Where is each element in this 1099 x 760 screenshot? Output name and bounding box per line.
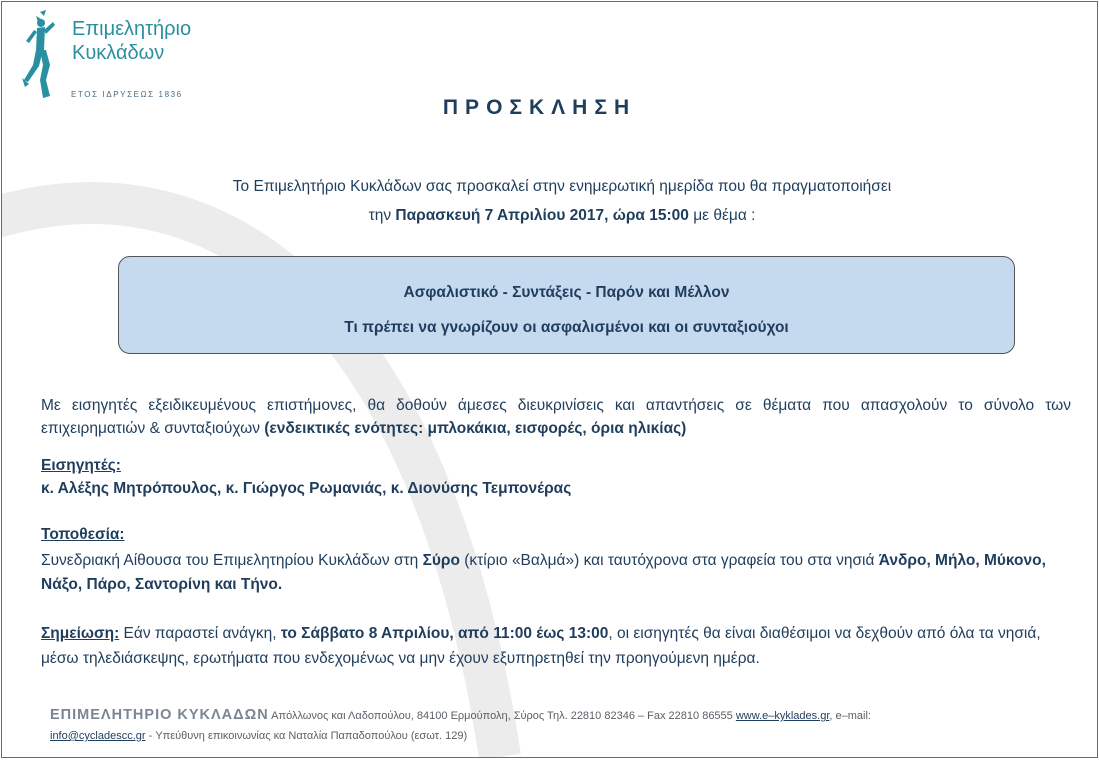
topic-line2: Τι πρέπει να γνωρίζουν οι ασφαλισμένοι και οι συνταξιούχοι: [344, 319, 789, 336]
footer-brand: ΕΠΙΜΕΛΗΤΗΡΙΟ ΚΥΚΛΑΔΩΝ: [50, 707, 269, 723]
logo-name-line2: Κυκλάδων: [72, 42, 165, 64]
footer-address: Απόλλωνος και Λαδοπούλου, 84100 Ερμούπολη, Σύρος Τηλ. 22810 82346 – Fax 22810 86555: [268, 710, 736, 722]
logo-name-line1: Επιμελητήριο: [72, 18, 192, 40]
email-link[interactable]: info@cycladescc.gr: [50, 730, 146, 742]
document-page: [1, 1, 1098, 758]
chamber-logo: [20, 10, 220, 105]
intro-line1: Το Επιμελητήριο Κυκλάδων σας προσκαλεί στην ενημερωτική ημερίδα που θα πραγματοποιήσει: [232, 178, 892, 195]
islands-list: Άνδρο, Μήλο, Μύκονο, Νάξο, Πάρο, Σαντορίνη και Τήνο.: [41, 552, 1046, 593]
location-label: Τοποθεσία:: [41, 526, 125, 543]
location-text: Συνεδριακή Αίθουσα του Επιμελητηρίου Κυκλάδων στη Σύρο (κτίριο «Βαλμά») και ταυτόχρονα στα γραφεία του στα νησιά Άνδρο, Μήλο, Μύκονο, Νάξο, Πάρο, Σαντορίνη και Τήνο.: [41, 552, 1046, 593]
hermes-figure-icon: [20, 10, 66, 102]
event-date: Παρασκευή 7 Απριλίου 2017, ώρα 15:00: [395, 207, 689, 224]
speakers-label: Εισηγητές:: [41, 457, 121, 474]
website-link[interactable]: www.e–kyklades.gr: [735, 710, 830, 722]
topic-line1: Ασφαλιστικό - Συντάξεις - Παρόν και Μέλλον: [403, 284, 730, 301]
page-title: ΠΡΟΣΚΛΗΣΗ: [442, 96, 637, 119]
note-paragraph: Σημείωση: Εάν παραστεί ανάγκη, το Σάββατο 8 Απριλίου, από 11:00 έως 13:00, οι εισηγητές θα είναι διαθέσιμοι να δεχθούν από όλα τα νησιά, μέσω τηλεδιάσκεψης, ερωτήματα που ενδεχομένως να μην έχουν εξυπηρετηθεί την προηγούμενη ημέρα.: [41, 625, 1041, 667]
logo-established: ΕΤΟΣ ΙΔΡΥΣΕΩΣ 1836: [71, 90, 183, 99]
footer: ΕΠΙΜΕΛΗΤΗΡΙΟ ΚΥΚΛΑΔΩΝ Απόλλωνος και Λαδοπούλου, 84100 Ερμούπολη, Σύρος Τηλ. 22810 82346 – Fax 22810 86555 www.e–kyklades.gr, e–mail: info@cycladescc.gr - Υπεύθυνη επικοινωνίας κα Ναταλία Παπαδοπούλου (εσωτ. 129): [50, 707, 871, 742]
topic-box: [118, 256, 1015, 354]
intro-text: [22, 172, 1098, 230]
footer-contact: - Υπεύθυνη επικοινωνίας κα Ναταλία Παπαδοπούλου (εσωτ. 129): [145, 730, 468, 742]
note-label: Σημείωση:: [41, 625, 120, 642]
speakers-names: κ. Αλέξης Μητρόπουλος, κ. Γιώργος Ρωμανιάς, κ. Διονύσης Τεμπονέρας: [41, 480, 572, 497]
description-paragraph: Με εισηγητές εξειδικευμένους επιστήμονες, θα δοθούν άμεσες διευκρινίσεις και απαντήσεις σε θέματα που απασχολούν το σύνολο των επιχειρηματιών & συνταξιούχων (ενδεικτικές ενότητες: μπλοκάκια, εισφορές, όρια ηλικίας): [41, 397, 1071, 437]
note-date: το Σάββατο 8 Απριλίου, από 11:00 έως 13:00: [280, 625, 609, 642]
description-topics: (ενδεικτικές ενότητες: μπλοκάκια, εισφορές, όρια ηλικίας): [264, 420, 687, 437]
intro-line2: την Παρασκευή 7 Απριλίου 2017, ώρα 15:00 με θέμα :: [368, 207, 756, 224]
